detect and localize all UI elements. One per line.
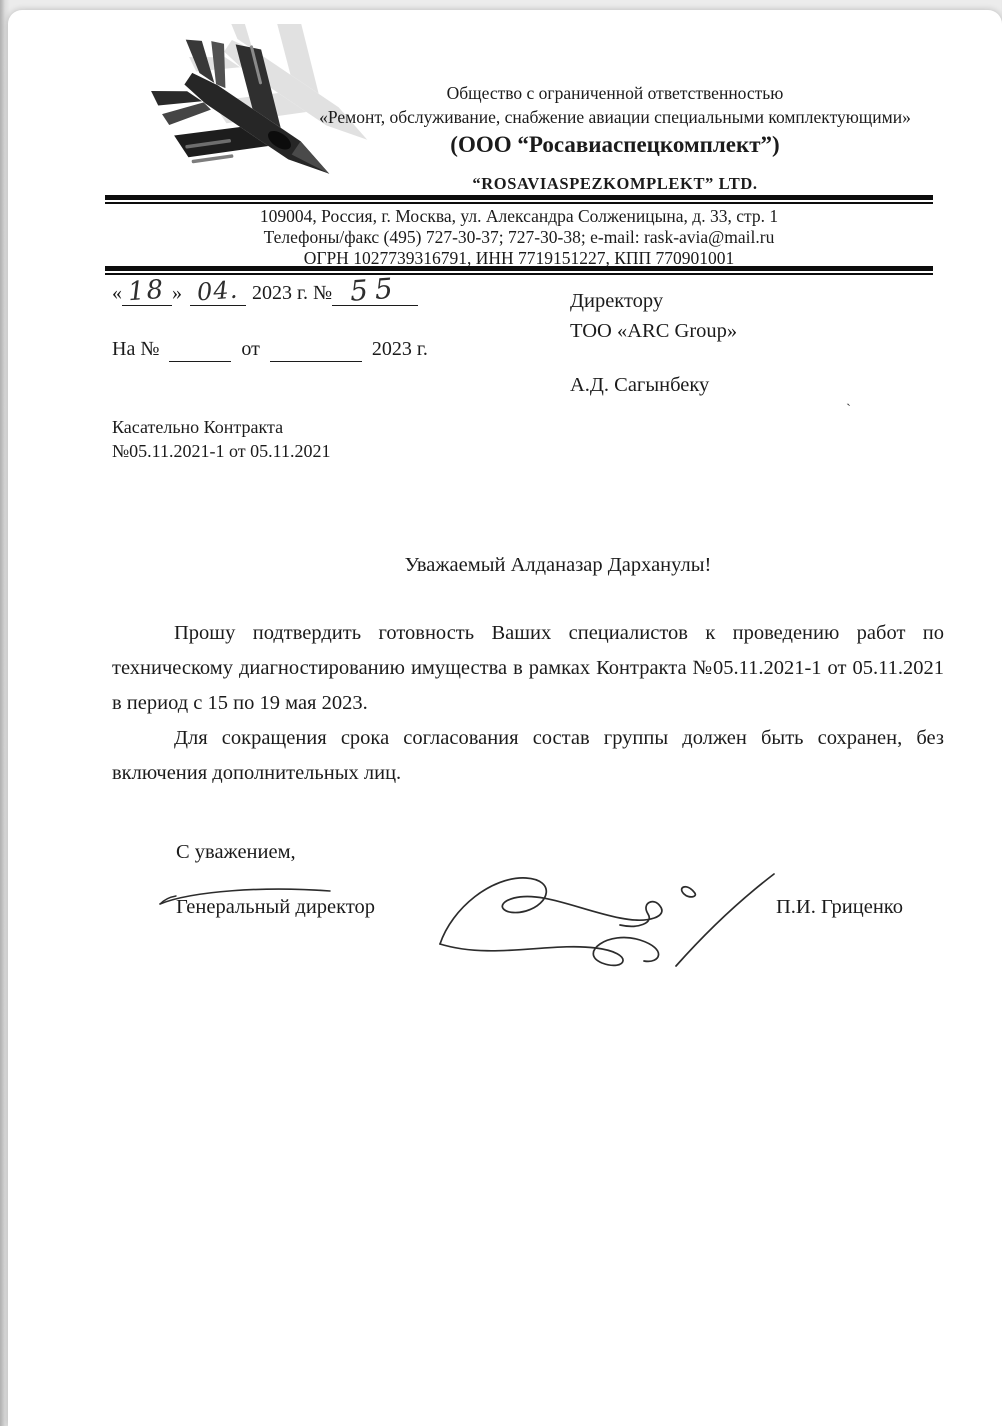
address-line: 109004, Россия, г. Москва, ул. Александра Солженицына, д. 33, стр. 1 xyxy=(259,206,779,226)
day-field xyxy=(122,274,172,308)
reply-ref-line xyxy=(112,338,428,362)
body-paragraph-2: Для сокращения срока согласования состав группы должен быть сохранен, без включения дополнительных лиц. xyxy=(112,727,944,784)
registration-line: ОГРН 1027739316791, ИНН 7719151227, КПП 770901001 xyxy=(303,248,735,268)
scan-artifact: ` xyxy=(846,402,851,418)
recipient-company: ТОО «ARC Group» xyxy=(570,320,738,342)
reply-date-blank xyxy=(270,338,362,362)
outgoing-ref-line xyxy=(112,271,418,308)
reply-from: от xyxy=(241,338,260,360)
org-description-line: «Ремонт, обслуживание, снабжение авиации специальными комплектующими» xyxy=(319,107,911,127)
contact-block xyxy=(105,206,933,269)
handwritten-month: 04. xyxy=(196,275,240,307)
org-name-english: “ROSAVIASPEZKOMPLEKT” LTD. xyxy=(472,174,758,193)
handwritten-number: 55 xyxy=(349,271,401,308)
letterhead xyxy=(270,82,960,194)
month-field xyxy=(190,275,246,307)
recipient-name: А.Д. Сагынбеку xyxy=(570,374,710,396)
reply-suffix: 2023 г. xyxy=(371,338,428,360)
contacts-line: Телефоны/факс (495) 727-30-37; 727-30-38; e-mail: rask-avia@mail.ru xyxy=(263,227,775,247)
signer-title: Генеральный директор xyxy=(176,896,376,918)
handwritten-day: 18 xyxy=(127,274,167,308)
reply-prefix: На № xyxy=(112,338,160,360)
divider-top xyxy=(105,195,933,204)
subject-line1: Касательно Контракта xyxy=(112,417,284,437)
subject-line2: №05.11.2021-1 от 05.11.2021 xyxy=(112,440,331,461)
recipient-position: Директору xyxy=(570,290,664,312)
date-suffix: 2023 г. № xyxy=(252,282,333,304)
signer-name: П.И. Гриценко xyxy=(776,896,903,918)
salutation: Уважаемый Алданазар Дарханулы! xyxy=(404,554,712,576)
body-paragraph-1: Прошу подтвердить готовность Ваших специалистов к проведению работ по техническому диагностированию имущества в рамках Контракта №05.11.2021-1 от 05.11.2021 в период с 15 по 19 мая 2023. xyxy=(112,622,944,714)
divider-bottom xyxy=(105,266,933,275)
subject-block xyxy=(112,416,330,463)
handwritten-signature-icon xyxy=(428,860,782,974)
org-type-line: Общество с ограниченной ответственностью xyxy=(446,83,784,103)
quote-open: « xyxy=(112,282,122,304)
recipient-block xyxy=(570,286,737,400)
reply-number-blank xyxy=(169,338,231,362)
closing-phrase: С уважением, xyxy=(176,841,296,863)
org-name-russian: (ООО “Росавиаспецкомплект”) xyxy=(450,132,780,157)
letter-page xyxy=(8,10,1002,1426)
quote-close: » xyxy=(172,282,182,304)
number-field xyxy=(332,271,418,308)
letter-body xyxy=(112,616,944,791)
